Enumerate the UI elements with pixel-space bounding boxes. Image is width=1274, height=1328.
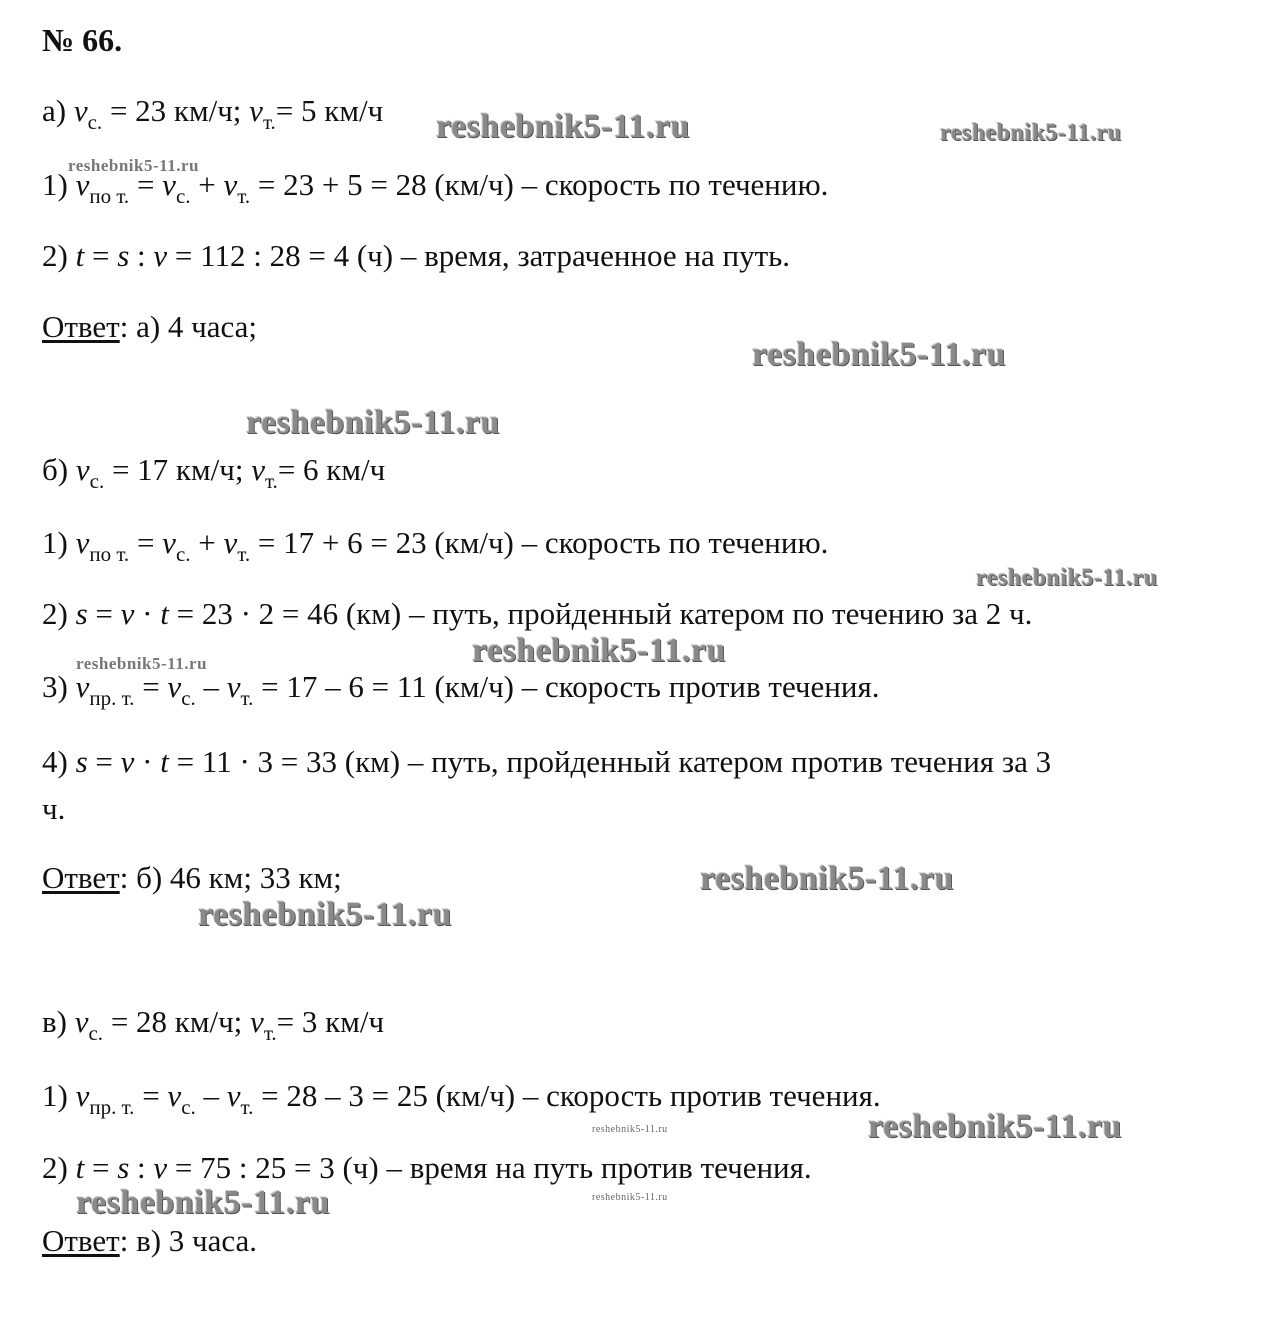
part-b-step-1: 1) $v_{по т.} = v_{с.} + v_{т.} = 17 + 6 = 23$ (км/ч) – скорость по течению.: [42, 525, 829, 566]
watermark: reshebnik5-11.ru: [868, 1108, 1122, 1145]
part-a-step-2: 2) t = s : v = 112 : 28 = 4 (ч) – время, затраченное на путь.: [42, 238, 791, 273]
part-b-step-4: 4) s = v · t = 11 · 3 = 33 (км) – путь, пройденный катером против течения за 3: [42, 744, 1052, 779]
part-c-step-2: 2) t = s : v = 75 : 25 = 3 (ч) – время на путь против течения.: [42, 1150, 812, 1185]
watermark: reshebnik5-11.ru: [592, 1192, 668, 1203]
part-c-answer: Ответ: в) 3 часа.: [42, 1223, 258, 1258]
problem-title: № 66.: [42, 22, 123, 58]
part-c-step-1: 1) $v_{пр. т.} = v_{с.} - v_{т.} = 28 - 3 = 25$ (км/ч) – скорость против течения.: [42, 1078, 881, 1119]
watermark: reshebnik5-11.ru: [976, 565, 1158, 591]
watermark: reshebnik5-11.ru: [472, 632, 726, 669]
part-a-given: а) $v_{с.} = 23$ км/ч; $v_{т.}= 5$ км/ч: [42, 93, 384, 134]
watermark: reshebnik5-11.ru: [76, 654, 207, 673]
watermark: reshebnik5-11.ru: [76, 1184, 330, 1221]
watermark: reshebnik5-11.ru: [68, 156, 199, 175]
watermark: reshebnik5-11.ru: [246, 404, 500, 441]
part-c-given: в) $v_{с.} = 28$ км/ч; $v_{т.}= 3$ км/ч: [42, 1004, 385, 1045]
watermark: reshebnik5-11.ru: [592, 1124, 668, 1135]
part-a-step-1: 1) $v_{по т.} = v_{с.} + v_{т.} = 23 + 5 = 28$ (км/ч) – скорость по течению.: [42, 167, 829, 208]
watermark: reshebnik5-11.ru: [940, 120, 1122, 146]
watermark: reshebnik5-11.ru: [700, 860, 954, 897]
part-b-step-3: 3) $v_{пр. т.} = v_{с.} - v_{т.} = 17 - 6 = 11$ (км/ч) – скорость против течения.: [42, 669, 880, 710]
watermark: reshebnik5-11.ru: [752, 336, 1006, 373]
part-b-answer: Ответ: б) 46 км; 33 км;: [42, 860, 342, 895]
part-a-answer: Ответ: а) 4 часа;: [42, 309, 258, 344]
part-b-step-2: 2) s = v · t = 23 · 2 = 46 (км) – путь, пройденный катером по течению за 2 ч.: [42, 596, 1033, 631]
part-b-given: б) $v_{с.} = 17$ км/ч; $v_{т.}= 6$ км/ч: [42, 452, 386, 493]
part-b-step-4-continued: ч.: [42, 791, 66, 826]
watermark: reshebnik5-11.ru: [436, 108, 690, 145]
watermark: reshebnik5-11.ru: [198, 896, 452, 933]
